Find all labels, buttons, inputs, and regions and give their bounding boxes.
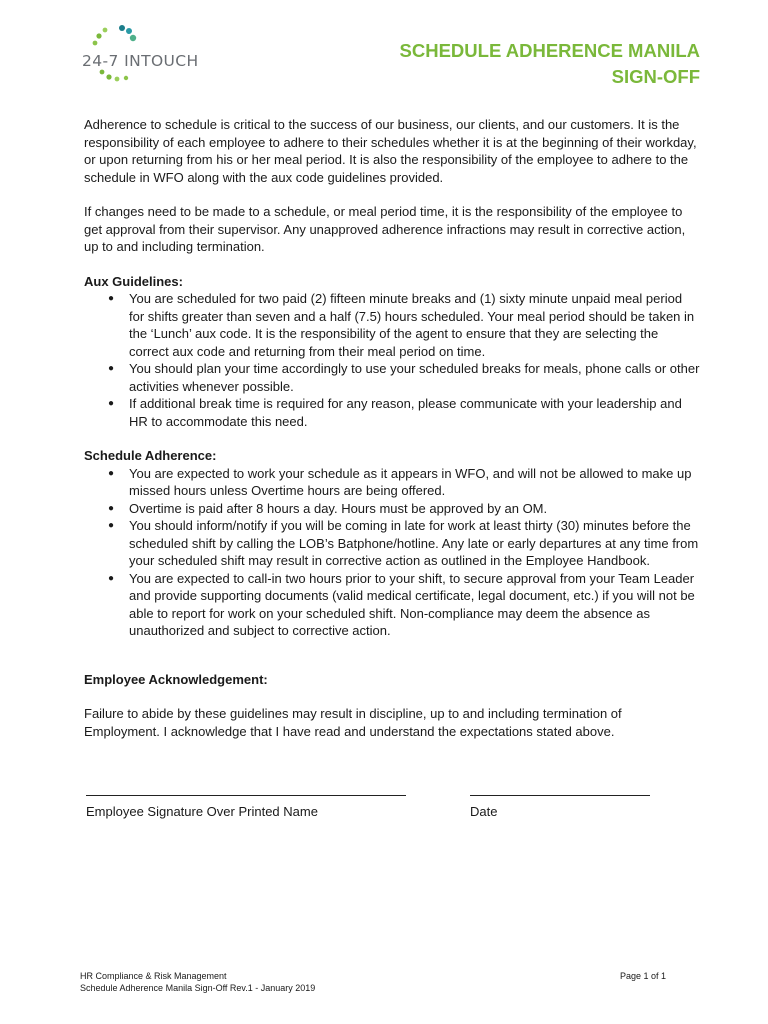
footer-department: HR Compliance & Risk Management xyxy=(80,971,227,981)
page-number: Page 1 of 1 xyxy=(619,971,666,981)
aux-guidelines-list xyxy=(84,290,700,430)
list-item: ● You are scheduled for two paid (2) fifteen minute breaks and (1) sixty minute unpaid meal period for shifts greater than seven and a half (7.5) hours scheduled. Your meal period should be taken in the ‘Lunch’ aux code. It is the responsibility of the agent to ensure that they are selecting the correct aux code and returning from their meal period on time. xyxy=(84,290,700,360)
acknowledgement-text: Failure to abide by these guidelines may result in discipline, up to and including termination of Employment. I acknowledge that I have read and understand the expectations stated above. xyxy=(84,706,622,739)
document-body xyxy=(84,116,700,757)
logo-text: 24-7 INTOUCH xyxy=(82,52,199,70)
employee-signature-label: Employee Signature Over Printed Name xyxy=(86,804,318,819)
list-item: ● You should inform/notify if you will be coming in late for work at least thirty (30) minutes before the scheduled shift by calling the LOB’s Batphone/hotline. Any late or early departures at any time from your scheduled shift may result in corrective action as outlined in the Employee Handbook. xyxy=(84,517,700,570)
footer-document-revision: Schedule Adherence Manila Sign-Off Rev.1 - January 2019 xyxy=(80,983,316,993)
list-item: ● If additional break time is required for any reason, please communicate with your leadership and HR to accommodate this need. xyxy=(84,395,700,430)
company-logo xyxy=(82,24,242,86)
title-line-1: SCHEDULE ADHERENCE MANILA xyxy=(399,40,700,61)
date-label: Date xyxy=(470,804,498,819)
schedule-adherence-list xyxy=(84,465,700,640)
title-line-2: SIGN-OFF xyxy=(611,66,700,87)
schedule-adherence-heading: Schedule Adherence: xyxy=(84,448,217,463)
aux-guidelines-heading: Aux Guidelines: xyxy=(84,273,183,289)
acknowledgement-heading: Employee Acknowledgement: xyxy=(84,671,268,687)
intro-paragraph-1: Adherence to schedule is critical to the success of our business, our clients, and our customers. It is the responsibility of each employee to adhere to their schedules whether it is at the beginning of their workday, or upon returning from his or her meal period. It is also the responsibility of the employee to adhere to the schedule in WFO along with the aux code guidelines provided. xyxy=(84,117,697,185)
document-title xyxy=(400,38,700,90)
signature-section xyxy=(84,795,704,825)
employee-signature-line xyxy=(86,795,406,796)
intro-paragraph-2: If changes need to be made to a schedule, or meal period time, it is the responsibility of the employee to get approval from their supervisor. Any unapproved adherence infractions may result in corrective action, up to and including termination. xyxy=(84,204,686,254)
date-line xyxy=(470,795,650,796)
list-item: ● You are expected to call-in two hours prior to your shift, to secure approval from your Team Leader and provide supporting documents (valid medical certificate, legal document, etc.) if you will not be able to report for work on your scheduled shift. Non-compliance may deem the absence as unauthorized and subject to corrective action. xyxy=(84,570,700,640)
list-item: ● Overtime is paid after 8 hours a day. Hours must be approved by an OM. xyxy=(84,500,700,518)
list-item: ● You should plan your time accordingly to use your scheduled breaks for meals, phone calls or other activities whenever possible. xyxy=(84,360,700,395)
page-footer xyxy=(80,970,666,994)
list-item: ● You are expected to work your schedule as it appears in WFO, and will not be allowed to make up missed hours unless Overtime hours are being offered. xyxy=(84,465,700,500)
